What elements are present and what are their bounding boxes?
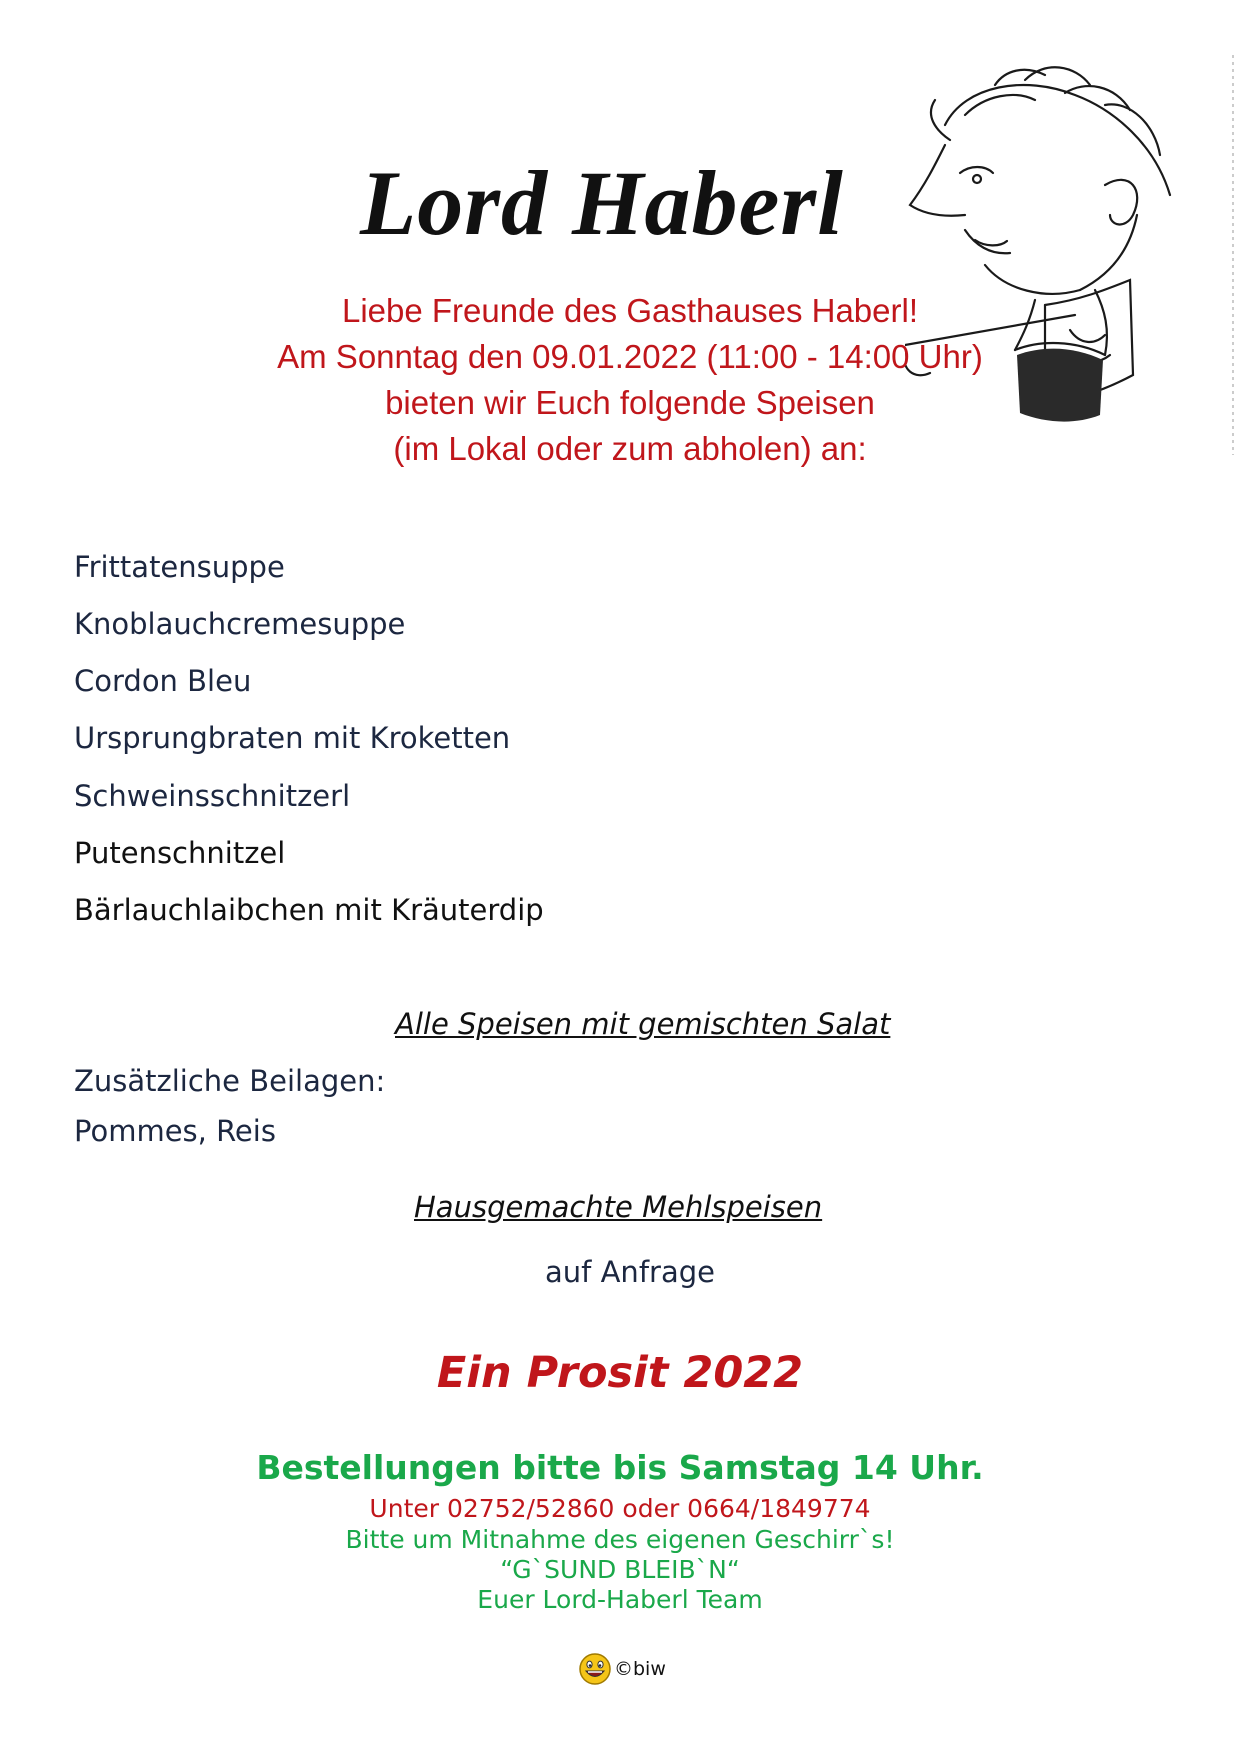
intro-line-2: Am Sonntag den 09.01.2022 (11:00 - 14:00 Uhr) [277,338,983,375]
menu-item: Knoblauchcremesuppe [74,607,406,641]
intro-line-4: (im Lokal oder zum abholen) an: [393,430,867,467]
signature: Euer Lord-Haberl Team [477,1585,763,1614]
copyright-text: ©biw [614,1658,666,1680]
dishes-note: Bitte um Mitnahme des eigenen Geschirr`s! [345,1525,895,1554]
intro-line-1: Liebe Freunde des Gasthauses Haberl! [341,292,919,329]
logo-text: Lord Haberl [360,152,844,254]
sides-label: Zusätzliche Beilagen: [74,1064,386,1098]
menu-item: Ursprungbraten mit Kroketten [74,721,511,755]
phone-numbers: Unter 02752/52860 oder 0664/1849774 [369,1494,871,1523]
slogan: “G`SUND BLEIB`N“ [500,1555,740,1584]
menu-item: Frittatensuppe [74,550,285,584]
order-deadline: Bestellungen bitte bis Samstag 14 Uhr. [256,1448,984,1487]
greeting: Ein Prosit 2022 [436,1348,804,1398]
intro-line-3: bieten wir Euch folgende Speisen [385,384,875,421]
dessert-note: auf Anfrage [545,1255,715,1289]
salad-note: Alle Speisen mit gemischten Salat [395,1007,891,1041]
menu-item: Cordon Bleu [74,664,252,698]
menu-item: Schweinsschnitzerl [74,779,351,813]
copyright [578,1650,666,1688]
smiley-icon [578,1652,612,1686]
sides-items: Pommes, Reis [74,1114,276,1148]
dessert-title: Hausgemachte Mehlspeisen [414,1190,823,1224]
menu-item: Putenschnitzel [74,836,286,870]
menu-item: Bärlauchlaibchen mit Kräuterdip [74,893,544,927]
